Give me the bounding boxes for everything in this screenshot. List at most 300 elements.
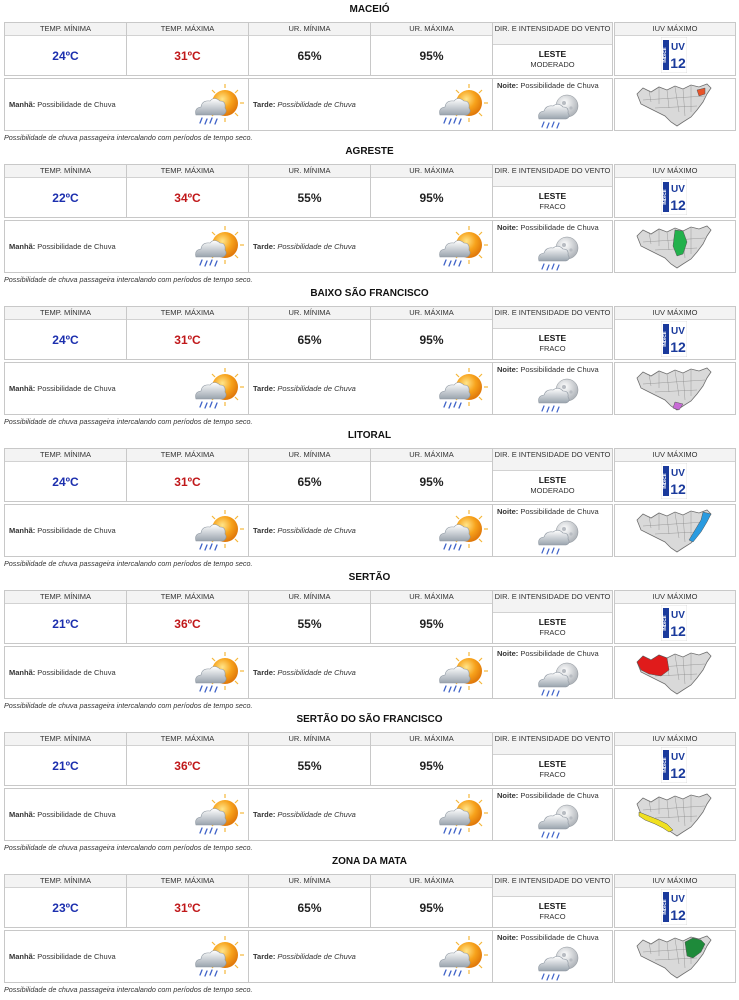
uv-value: 12 <box>670 765 686 781</box>
night-text: Possibilidade de Chuva <box>520 223 599 232</box>
uv-label: IUV MÁXIMO <box>615 733 735 746</box>
temp-max-label: TEMP. MÁXIMA <box>127 591 248 604</box>
sun-cloud-rain-icon <box>192 650 244 696</box>
night-cell <box>492 646 613 699</box>
night-text: Possibilidade de Chuva <box>520 81 599 90</box>
afternoon-text: Possibilidade de Chuva <box>277 810 356 819</box>
alagoas-map-icon <box>635 224 713 270</box>
morning-forecast <box>9 79 116 130</box>
wind-label: DIR. E INTENSIDADE DO VENTO <box>493 165 612 187</box>
ur-min-cell <box>248 164 371 218</box>
sun-cloud-rain-icon <box>192 224 244 270</box>
temp-min-label: TEMP. MÍNIMA <box>5 165 126 178</box>
alagoas-map-icon <box>635 366 713 412</box>
morning-cell <box>4 362 249 415</box>
wind-label: DIR. E INTENSIDADE DO VENTO <box>493 875 612 897</box>
uv-word: UV <box>671 610 685 621</box>
ur-max-label: UR. MÁXIMA <box>371 307 492 320</box>
uv-value: 12 <box>670 197 686 213</box>
sun-cloud-rain-icon <box>192 792 244 838</box>
wind-cell <box>492 448 613 502</box>
temp-max-label: TEMP. MÁXIMA <box>127 165 248 178</box>
ur-min-label: UR. MÍNIMA <box>249 733 370 746</box>
temp-max-cell <box>126 22 249 76</box>
morning-cell <box>4 504 249 557</box>
ur-max-cell <box>370 448 493 502</box>
night-cell <box>492 220 613 273</box>
night-forecast <box>497 791 599 800</box>
night-forecast <box>497 81 599 90</box>
sun-cloud-rain-icon <box>436 650 488 696</box>
morning-text: Possibilidade de Chuva <box>37 384 116 393</box>
map-cell <box>614 646 736 699</box>
temp-min-cell <box>4 448 127 502</box>
uv-word: UV <box>671 326 685 337</box>
uv-value: 12 <box>670 55 686 71</box>
forecast-table <box>4 448 698 558</box>
temp-max-cell <box>126 448 249 502</box>
night-text: Possibilidade de Chuva <box>520 365 599 374</box>
night-cell <box>492 78 613 131</box>
uv-value: 12 <box>670 623 686 639</box>
uv-side-text: ÍNDICE <box>662 473 667 489</box>
night-text: Possibilidade de Chuva <box>520 507 599 516</box>
afternoon-forecast <box>253 505 356 556</box>
night-forecast <box>497 365 599 374</box>
forecast-note: Possibilidade de chuva passageira intercalando com períodos de tempo seco. <box>4 701 253 710</box>
morning-label: Manhã: <box>9 100 36 109</box>
morning-text: Possibilidade de Chuva <box>37 952 116 961</box>
wind-label: DIR. E INTENSIDADE DO VENTO <box>493 591 612 613</box>
state-outline <box>637 794 711 836</box>
uv-cell <box>614 164 736 218</box>
afternoon-text: Possibilidade de Chuva <box>277 100 356 109</box>
afternoon-label: Tarde: <box>253 242 276 251</box>
moon-cloud-rain-icon <box>533 661 589 699</box>
wind-direction: LESTE <box>538 901 567 911</box>
region-forecast <box>0 852 739 994</box>
night-forecast <box>497 223 599 232</box>
temp-max-cell <box>126 306 249 360</box>
region-forecast <box>0 710 739 852</box>
ur-min-label: UR. MÍNIMA <box>249 23 370 36</box>
night-label: Noite: <box>497 791 519 800</box>
forecast-table <box>4 874 698 984</box>
region-title: LITORAL <box>347 430 392 441</box>
ur-max-label: UR. MÁXIMA <box>371 165 492 178</box>
ur-min-label: UR. MÍNIMA <box>249 449 370 462</box>
night-cell <box>492 930 613 983</box>
uv-index-icon <box>661 747 687 783</box>
uv-value: 12 <box>670 907 686 923</box>
afternoon-label: Tarde: <box>253 384 276 393</box>
temp-min-cell <box>4 22 127 76</box>
afternoon-cell <box>248 504 493 557</box>
uv-side-text: ÍNDICE <box>662 331 667 347</box>
ur-max-cell <box>370 732 493 786</box>
region-forecast <box>0 142 739 284</box>
afternoon-text: Possibilidade de Chuva <box>277 384 356 393</box>
uv-cell <box>614 732 736 786</box>
ur-max-label: UR. MÁXIMA <box>371 23 492 36</box>
wind-label: DIR. E INTENSIDADE DO VENTO <box>493 23 612 45</box>
forecast-note: Possibilidade de chuva passageira intercalando com períodos de tempo seco. <box>4 559 253 568</box>
wind-intensity: FRACO <box>539 344 566 353</box>
morning-label: Manhã: <box>9 810 36 819</box>
temp-max-value: 31ºC <box>174 49 201 63</box>
morning-label: Manhã: <box>9 952 36 961</box>
afternoon-label: Tarde: <box>253 100 276 109</box>
temp-max-label: TEMP. MÁXIMA <box>127 733 248 746</box>
map-cell <box>614 220 736 273</box>
morning-label: Manhã: <box>9 668 36 677</box>
region-title: MACEIÓ <box>349 4 390 15</box>
uv-cell <box>614 306 736 360</box>
uv-side-text: ÍNDICE <box>662 899 667 915</box>
moon-cloud-rain-icon <box>533 519 589 557</box>
map-cell <box>614 362 736 415</box>
afternoon-forecast <box>253 79 356 130</box>
temp-max-value: 34ºC <box>174 191 201 205</box>
night-forecast <box>497 507 599 516</box>
ur-min-cell <box>248 590 371 644</box>
night-text: Possibilidade de Chuva <box>520 933 599 942</box>
wind-cell <box>492 874 613 928</box>
wind-intensity: FRACO <box>539 202 566 211</box>
uv-label: IUV MÁXIMO <box>615 23 735 36</box>
forecast-table <box>4 306 698 416</box>
morning-forecast <box>9 789 116 840</box>
night-forecast <box>497 933 599 942</box>
region-title: BAIXO SÃO FRANCISCO <box>310 288 429 299</box>
wind-direction: LESTE <box>538 191 567 201</box>
night-cell <box>492 504 613 557</box>
night-label: Noite: <box>497 365 519 374</box>
uv-index-icon <box>661 37 687 73</box>
alagoas-map-icon <box>635 82 713 128</box>
sun-cloud-rain-icon <box>436 224 488 270</box>
morning-forecast <box>9 931 116 982</box>
forecast-note: Possibilidade de chuva passageira intercalando com períodos de tempo seco. <box>4 417 253 426</box>
ur-min-label: UR. MÍNIMA <box>249 875 370 888</box>
forecast-table <box>4 732 698 842</box>
afternoon-label: Tarde: <box>253 952 276 961</box>
night-text: Possibilidade de Chuva <box>520 791 599 800</box>
ur-max-cell <box>370 590 493 644</box>
ur-max-value: 95% <box>419 617 444 631</box>
morning-cell <box>4 930 249 983</box>
temp-max-value: 31ºC <box>174 475 201 489</box>
temp-max-label: TEMP. MÁXIMA <box>127 875 248 888</box>
morning-text: Possibilidade de Chuva <box>37 668 116 677</box>
temp-min-value: 22ºC <box>52 191 79 205</box>
afternoon-cell <box>248 930 493 983</box>
uv-label: IUV MÁXIMO <box>615 449 735 462</box>
region-forecast <box>0 568 739 710</box>
temp-min-label: TEMP. MÍNIMA <box>5 733 126 746</box>
wind-intensity: FRACO <box>539 770 566 779</box>
ur-min-value: 55% <box>297 617 322 631</box>
ur-min-cell <box>248 22 371 76</box>
ur-max-value: 95% <box>419 333 444 347</box>
temp-max-value: 36ºC <box>174 759 201 773</box>
uv-word: UV <box>671 184 685 195</box>
map-cell <box>614 504 736 557</box>
ur-min-cell <box>248 874 371 928</box>
afternoon-text: Possibilidade de Chuva <box>277 952 356 961</box>
afternoon-label: Tarde: <box>253 810 276 819</box>
uv-word: UV <box>671 894 685 905</box>
night-label: Noite: <box>497 223 519 232</box>
ur-max-cell <box>370 306 493 360</box>
temp-min-value: 24ºC <box>52 49 79 63</box>
morning-cell <box>4 78 249 131</box>
uv-side-text: ÍNDICE <box>662 47 667 63</box>
alagoas-map-icon <box>635 934 713 980</box>
temp-max-label: TEMP. MÁXIMA <box>127 307 248 320</box>
night-text: Possibilidade de Chuva <box>520 649 599 658</box>
wind-direction: LESTE <box>538 759 567 769</box>
afternoon-forecast <box>253 221 356 272</box>
afternoon-cell <box>248 78 493 131</box>
uv-word: UV <box>671 752 685 763</box>
ur-min-cell <box>248 448 371 502</box>
night-label: Noite: <box>497 507 519 516</box>
temp-min-value: 21ºC <box>52 617 79 631</box>
forecast-table <box>4 22 698 132</box>
morning-cell <box>4 788 249 841</box>
uv-cell <box>614 874 736 928</box>
temp-max-cell <box>126 874 249 928</box>
uv-cell <box>614 590 736 644</box>
uv-index-icon <box>661 889 687 925</box>
ur-max-cell <box>370 874 493 928</box>
uv-index-icon <box>661 321 687 357</box>
wind-direction: LESTE <box>538 49 567 59</box>
night-label: Noite: <box>497 81 519 90</box>
afternoon-text: Possibilidade de Chuva <box>277 526 356 535</box>
morning-text: Possibilidade de Chuva <box>37 526 116 535</box>
sun-cloud-rain-icon <box>436 366 488 412</box>
morning-text: Possibilidade de Chuva <box>37 810 116 819</box>
wind-label: DIR. E INTENSIDADE DO VENTO <box>493 307 612 329</box>
uv-label: IUV MÁXIMO <box>615 307 735 320</box>
wind-cell <box>492 306 613 360</box>
map-cell <box>614 930 736 983</box>
temp-max-label: TEMP. MÁXIMA <box>127 23 248 36</box>
sun-cloud-rain-icon <box>192 366 244 412</box>
afternoon-cell <box>248 646 493 699</box>
night-forecast <box>497 649 599 658</box>
forecast-table <box>4 590 698 700</box>
highlighted-region <box>637 655 669 676</box>
ur-max-value: 95% <box>419 49 444 63</box>
moon-cloud-rain-icon <box>533 235 589 273</box>
sun-cloud-rain-icon <box>192 82 244 128</box>
temp-min-value: 23ºC <box>52 901 79 915</box>
morning-forecast <box>9 505 116 556</box>
ur-min-cell <box>248 306 371 360</box>
region-title: AGRESTE <box>345 146 394 157</box>
uv-cell <box>614 22 736 76</box>
forecast-note: Possibilidade de chuva passageira intercalando com períodos de tempo seco. <box>4 985 253 994</box>
uv-cell <box>614 448 736 502</box>
forecast-note: Possibilidade de chuva passageira intercalando com períodos de tempo seco. <box>4 275 253 284</box>
uv-side-text: ÍNDICE <box>662 189 667 205</box>
map-cell <box>614 78 736 131</box>
sun-cloud-rain-icon <box>436 508 488 554</box>
afternoon-forecast <box>253 647 356 698</box>
afternoon-cell <box>248 788 493 841</box>
region-forecast <box>0 0 739 142</box>
temp-max-label: TEMP. MÁXIMA <box>127 449 248 462</box>
region-title: SERTÃO <box>348 572 391 583</box>
temp-max-value: 31ºC <box>174 901 201 915</box>
moon-cloud-rain-icon <box>533 945 589 983</box>
morning-forecast <box>9 221 116 272</box>
wind-intensity: FRACO <box>539 912 566 921</box>
uv-index-icon <box>661 463 687 499</box>
wind-cell <box>492 732 613 786</box>
temp-min-cell <box>4 164 127 218</box>
temp-min-cell <box>4 590 127 644</box>
moon-cloud-rain-icon <box>533 803 589 841</box>
morning-forecast <box>9 363 116 414</box>
uv-value: 12 <box>670 481 686 497</box>
uv-word: UV <box>671 42 685 53</box>
morning-forecast <box>9 647 116 698</box>
ur-min-label: UR. MÍNIMA <box>249 307 370 320</box>
morning-cell <box>4 220 249 273</box>
ur-max-label: UR. MÁXIMA <box>371 733 492 746</box>
ur-max-value: 95% <box>419 191 444 205</box>
moon-cloud-rain-icon <box>533 377 589 415</box>
temp-min-label: TEMP. MÍNIMA <box>5 449 126 462</box>
night-label: Noite: <box>497 933 519 942</box>
wind-cell <box>492 590 613 644</box>
temp-min-value: 24ºC <box>52 333 79 347</box>
sun-cloud-rain-icon <box>436 82 488 128</box>
region-forecast <box>0 284 739 426</box>
wind-cell <box>492 164 613 218</box>
morning-cell <box>4 646 249 699</box>
ur-min-value: 65% <box>297 49 322 63</box>
uv-side-text: ÍNDICE <box>662 615 667 631</box>
ur-min-value: 65% <box>297 333 322 347</box>
temp-max-cell <box>126 590 249 644</box>
wind-label: DIR. E INTENSIDADE DO VENTO <box>493 449 612 471</box>
forecast-note: Possibilidade de chuva passageira intercalando com períodos de tempo seco. <box>4 843 253 852</box>
ur-max-value: 95% <box>419 475 444 489</box>
temp-max-value: 31ºC <box>174 333 201 347</box>
ur-min-cell <box>248 732 371 786</box>
uv-side-text: ÍNDICE <box>662 757 667 773</box>
morning-label: Manhã: <box>9 526 36 535</box>
alagoas-map-icon <box>635 792 713 838</box>
night-cell <box>492 362 613 415</box>
temp-max-cell <box>126 732 249 786</box>
region-title: SERTÃO DO SÃO FRANCISCO <box>296 714 443 725</box>
uv-label: IUV MÁXIMO <box>615 165 735 178</box>
afternoon-label: Tarde: <box>253 668 276 677</box>
region-forecast <box>0 426 739 568</box>
temp-min-cell <box>4 306 127 360</box>
alagoas-map-icon <box>635 508 713 554</box>
ur-max-label: UR. MÁXIMA <box>371 591 492 604</box>
temp-min-label: TEMP. MÍNIMA <box>5 875 126 888</box>
sun-cloud-rain-icon <box>436 792 488 838</box>
wind-direction: LESTE <box>538 617 567 627</box>
night-cell <box>492 788 613 841</box>
ur-min-value: 55% <box>297 759 322 773</box>
afternoon-forecast <box>253 363 356 414</box>
sun-cloud-rain-icon <box>436 934 488 980</box>
afternoon-text: Possibilidade de Chuva <box>277 668 356 677</box>
temp-max-value: 36ºC <box>174 617 201 631</box>
ur-min-value: 65% <box>297 901 322 915</box>
uv-index-icon <box>661 179 687 215</box>
moon-cloud-rain-icon <box>533 93 589 131</box>
wind-intensity: MODERADO <box>530 486 575 495</box>
uv-value: 12 <box>670 339 686 355</box>
temp-min-label: TEMP. MÍNIMA <box>5 591 126 604</box>
uv-label: IUV MÁXIMO <box>615 591 735 604</box>
night-label: Noite: <box>497 649 519 658</box>
forecast-table <box>4 164 698 274</box>
ur-max-label: UR. MÁXIMA <box>371 875 492 888</box>
temp-min-label: TEMP. MÍNIMA <box>5 307 126 320</box>
wind-intensity: FRACO <box>539 628 566 637</box>
temp-min-value: 24ºC <box>52 475 79 489</box>
temp-min-label: TEMP. MÍNIMA <box>5 23 126 36</box>
morning-text: Possibilidade de Chuva <box>37 242 116 251</box>
afternoon-cell <box>248 362 493 415</box>
afternoon-forecast <box>253 789 356 840</box>
temp-min-cell <box>4 874 127 928</box>
morning-text: Possibilidade de Chuva <box>37 100 116 109</box>
afternoon-text: Possibilidade de Chuva <box>277 242 356 251</box>
temp-min-cell <box>4 732 127 786</box>
ur-min-value: 55% <box>297 191 322 205</box>
temp-min-value: 21ºC <box>52 759 79 773</box>
afternoon-cell <box>248 220 493 273</box>
ur-min-label: UR. MÍNIMA <box>249 165 370 178</box>
uv-word: UV <box>671 468 685 479</box>
ur-max-value: 95% <box>419 901 444 915</box>
uv-index-icon <box>661 605 687 641</box>
map-cell <box>614 788 736 841</box>
region-title: ZONA DA MATA <box>332 856 407 867</box>
wind-intensity: MODERADO <box>530 60 575 69</box>
afternoon-label: Tarde: <box>253 526 276 535</box>
temp-max-cell <box>126 164 249 218</box>
ur-min-value: 65% <box>297 475 322 489</box>
sun-cloud-rain-icon <box>192 934 244 980</box>
forecast-note: Possibilidade de chuva passageira intercalando com períodos de tempo seco. <box>4 133 253 142</box>
ur-max-value: 95% <box>419 759 444 773</box>
ur-max-label: UR. MÁXIMA <box>371 449 492 462</box>
sun-cloud-rain-icon <box>192 508 244 554</box>
wind-direction: LESTE <box>538 333 567 343</box>
alagoas-map-icon <box>635 650 713 696</box>
wind-label: DIR. E INTENSIDADE DO VENTO <box>493 733 612 755</box>
morning-label: Manhã: <box>9 242 36 251</box>
wind-direction: LESTE <box>538 475 567 485</box>
state-outline <box>637 368 711 410</box>
afternoon-forecast <box>253 931 356 982</box>
uv-label: IUV MÁXIMO <box>615 875 735 888</box>
ur-max-cell <box>370 164 493 218</box>
